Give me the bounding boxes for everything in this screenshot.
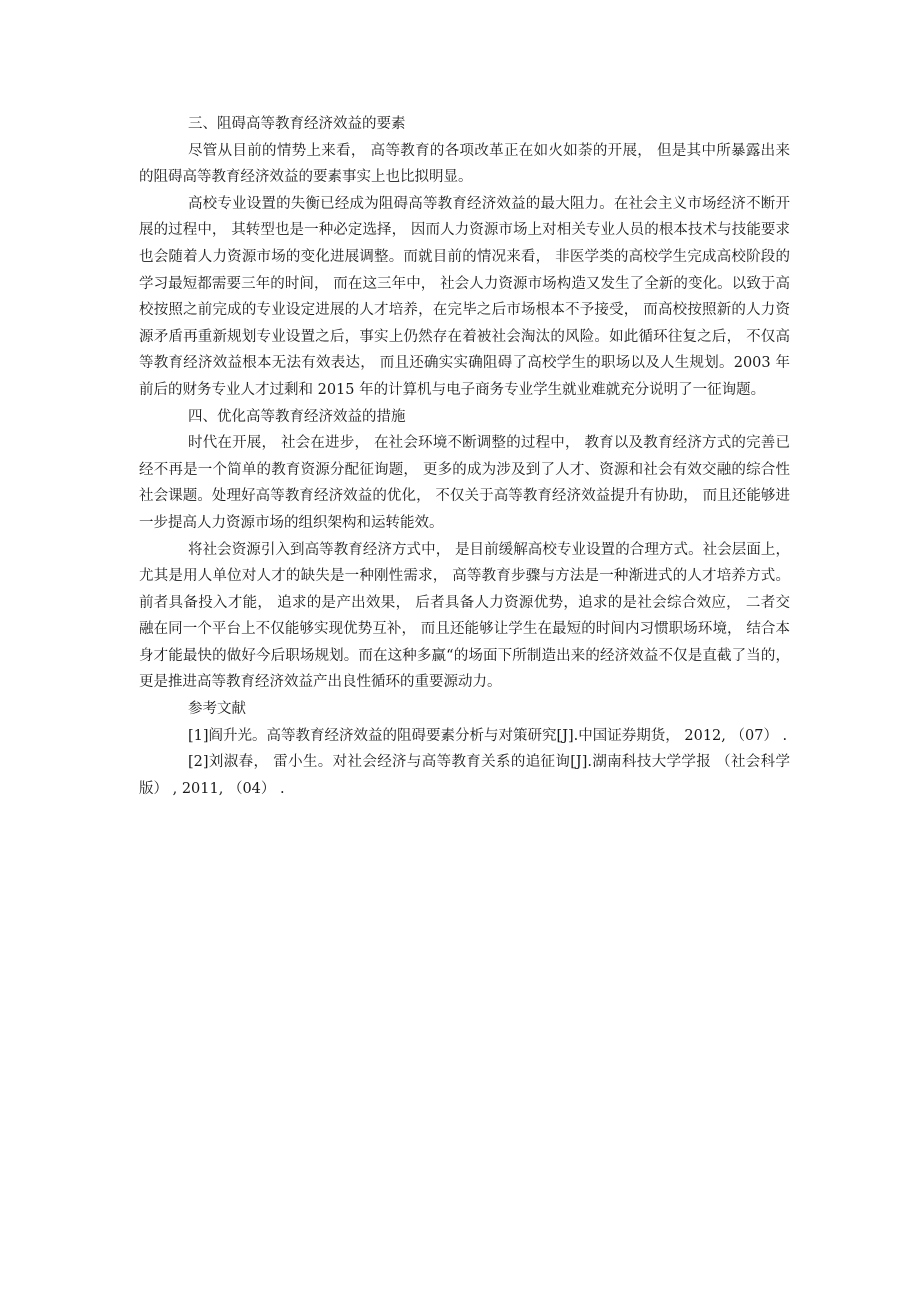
document-body bbox=[139, 111, 790, 802]
reference-item: [1]阎升光。高等教育经济效益的阻碍要素分析与对策研究[J].中国证券期货， 2012, （07） . bbox=[188, 727, 788, 744]
paragraph: 高校专业设置的失衡已经成为阻碍高等教育经济效益的最大阻力。在社会主义市场经济不断开展的过程中， 其转型也是一种必定选择， 因而人力资源市场上对相关专业人员的根本技术与技能要求也会随着人力资源市场的变化进展调整。而就目前的情况来看， 非医学类的高校学生完成高校阶段的学习最短都需要三年的时间， 而在这三年中， 社会人力资源市场构造又发生了全新的变化。以致于高校按照之前完成的专业设定进展的人才培养，在完毕之后市场根本不予接受， 而高校按照新的人力资源矛盾再重新规划专业设置之后，事实上仍然存在着被社会淘汰的风险。如此循环往复之后， 不仅高等教育经济效益根本无法有效表达， 而且还确实实确阻碍了高校学生的职场以及人生规划。2003 年前后的财务专业人才过剩和 2015 年的计算机与电子商务专业学生就业难就充分说明了一征询题。 bbox=[139, 195, 790, 398]
section-heading: 三、阻碍高等教育经济效益的要素 bbox=[188, 116, 406, 132]
paragraph: 将社会资源引入到高等教育经济方式中， 是目前缓解高校专业设置的合理方式。社会层面上， 尤其是用人单位对人才的缺失是一种刚性需求， 高等教育步骤与方法是一种渐进式的人才培养方式。前者具备投入才能， 追求的是产出效果， 后者具备人力资源优势，追求的是社会综合效应， 二者交融在同一个平台上不仅能够实现优势互补， 而且还能够让学生在最短的时间内习惯职场环境， 结合本身才能最快的做好今后职场规划。而在这种多赢“的场面下所制造出来的经济效益不仅是直截了当的， 更是推进高等教育经济效益产出良性循环的重要源动力。 bbox=[139, 541, 790, 691]
references-heading: 参考文献 bbox=[188, 701, 246, 718]
reference-item: [2]刘淑春， 雷小生。对社会经济与高等教育关系的追征询[J].湖南科技大学学报 （社会科学版） , 2011, （04） . bbox=[139, 754, 790, 797]
paragraph: 时代在开展， 社会在进步， 在社会环境不断调整的过程中， 教育以及教育经济方式的完善已经不再是一个简单的教育资源分配征询题， 更多的成为涉及到了人才、资源和社会有效交融的综合性社会课题。处理好高等教育经济效益的优化， 不仅关于高等教育经济效益提升有协助， 而且还能够进一步提高人力资源市场的组织架构和运转能效。 bbox=[139, 435, 790, 531]
paragraph: 尽管从目前的情势上来看， 高等教育的各项改革正在如火如荼的开展， 但是其中所暴露出来的阻碍高等教育经济效益的要素事实上也比拟明显。 bbox=[139, 142, 790, 186]
section-heading: 四、优化高等教育经济效益的措施 bbox=[188, 408, 406, 425]
